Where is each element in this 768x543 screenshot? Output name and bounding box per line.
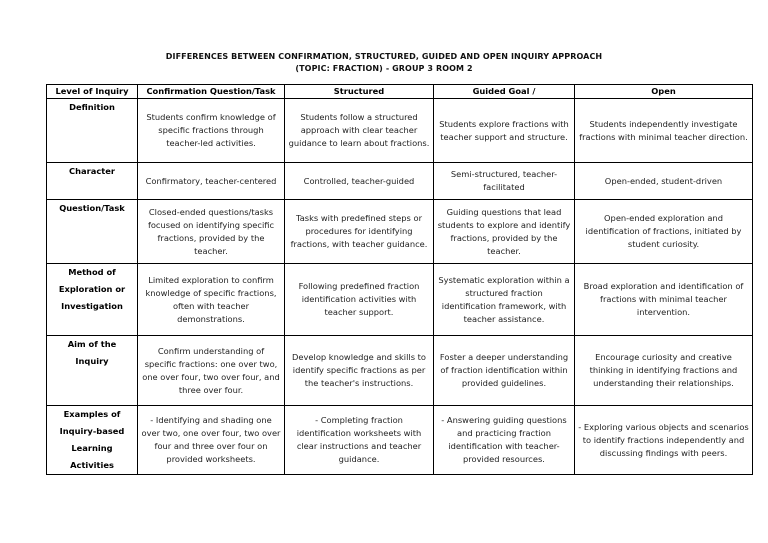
inquiry-comparison-table [46, 84, 753, 475]
table-cell: Closed-ended questions/tasks focused on identifying specific fractions, provided by the teacher. [138, 200, 285, 264]
table-cell: Confirmatory, teacher-centered [138, 163, 285, 200]
document-title: DIFFERENCES BETWEEN CONFIRMATION, STRUCTURED, GUIDED AND OPEN INQUIRY APPROACH [165, 52, 603, 61]
table-cell: - Completing fraction identification worksheets with clear instructions and teacher guidance. [285, 406, 434, 475]
table-header-row [47, 85, 753, 99]
table-cell: Semi-structured, teacher-facilitated [434, 163, 575, 200]
row-label-character: Character [47, 163, 138, 200]
header-structured: Structured [285, 85, 434, 99]
table-cell: Open-ended, student-driven [575, 163, 753, 200]
table-cell: - Identifying and shading one over two, one over four, two over four and three over four on provided worksheets. [138, 406, 285, 475]
table-cell: Following predefined fraction identification activities with teacher support. [285, 264, 434, 336]
row-label-method: Method of Exploration or Investigation [47, 264, 138, 336]
table-cell: Develop knowledge and skills to identify specific fractions as per the teacher's instructions. [285, 336, 434, 406]
table-cell: Confirm understanding of specific fractions: one over two, one over four, two over four, and three over four. [138, 336, 285, 406]
table-cell: Controlled, teacher-guided [285, 163, 434, 200]
table-cell: Students explore fractions with teacher support and structure. [434, 99, 575, 163]
table-cell: Encourage curiosity and creative thinking in identifying fractions and understanding their relationships. [575, 336, 753, 406]
row-label-question-task: Question/Task [47, 200, 138, 264]
table-row [47, 264, 753, 336]
table-cell: Limited exploration to confirm knowledge of specific fractions, often with teacher demonstrations. [138, 264, 285, 336]
document-subtitle: (TOPIC: FRACTION) - GROUP 3 ROOM 2 [295, 64, 473, 73]
header-confirmation: Confirmation Question/Task [138, 85, 285, 99]
header-level-of-inquiry: Level of Inquiry [47, 85, 138, 99]
table-row [47, 200, 753, 264]
header-open: Open [575, 85, 753, 99]
row-label-examples: Examples of Inquiry-based Learning Activities [47, 406, 138, 475]
table-cell: Open-ended exploration and identification of fractions, initiated by student curiosity. [575, 200, 753, 264]
table-row [47, 336, 753, 406]
table-cell: Systematic exploration within a structured fraction identification framework, with teacher assistance. [434, 264, 575, 336]
header-guided: Guided Goal / [434, 85, 575, 99]
table-cell: - Answering guiding questions and practicing fraction identification with teacher-provided resources. [434, 406, 575, 475]
table-cell: Foster a deeper understanding of fraction identification within provided guidelines. [434, 336, 575, 406]
table-row [47, 163, 753, 200]
table-cell: - Exploring various objects and scenarios to identify fractions independently and discussing findings with peers. [575, 406, 753, 475]
table-cell: Broad exploration and identification of fractions with minimal teacher intervention. [575, 264, 753, 336]
table-row [47, 99, 753, 163]
table-cell: Guiding questions that lead students to explore and identify fractions, provided by the teacher. [434, 200, 575, 264]
row-label-aim: Aim of the Inquiry [47, 336, 138, 406]
table-cell: Students confirm knowledge of specific fractions through teacher-led activities. [138, 99, 285, 163]
row-label-definition: Definition [47, 99, 138, 163]
table-cell: Tasks with predefined steps or procedures for identifying fractions, with teacher guidance. [285, 200, 434, 264]
table-cell: Students follow a structured approach with clear teacher guidance to learn about fractions. [285, 99, 434, 163]
table-cell: Students independently investigate fractions with minimal teacher direction. [575, 99, 753, 163]
table-row [47, 406, 753, 475]
